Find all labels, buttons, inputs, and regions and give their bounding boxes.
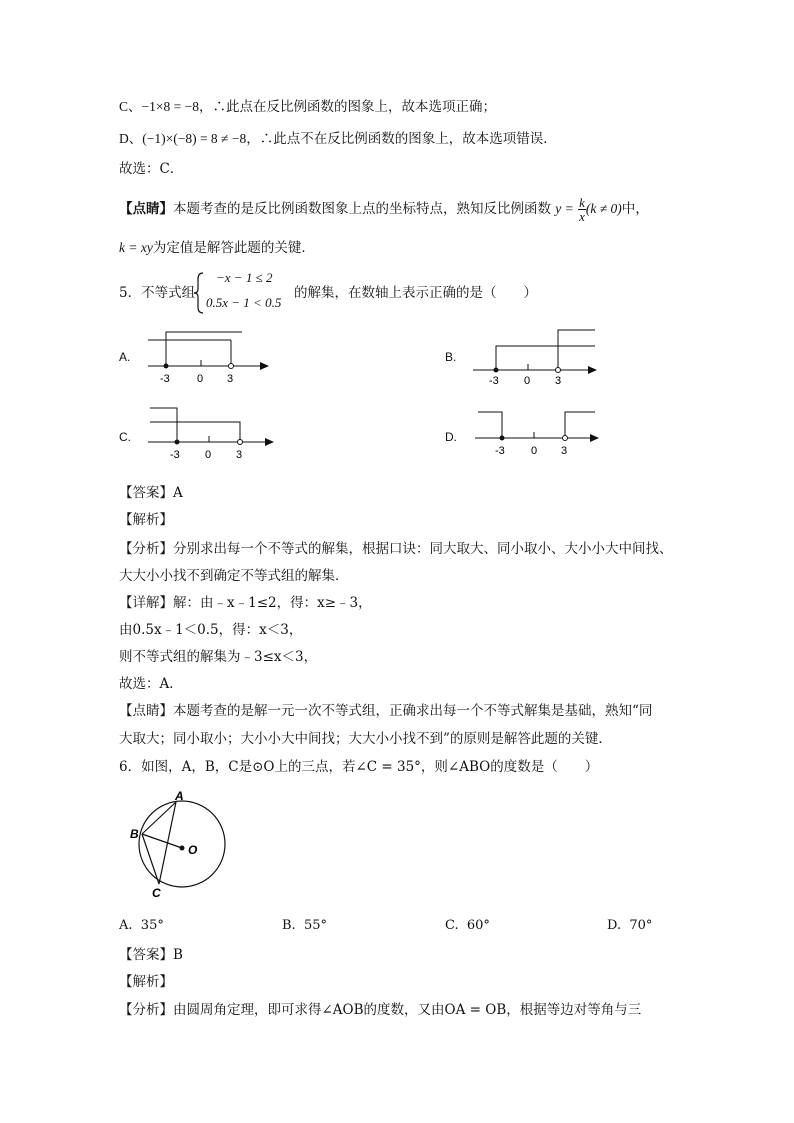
point-b-label: B [130, 827, 139, 841]
q6-choice-c-letter: C. [445, 918, 459, 933]
question-5 [119, 283, 195, 303]
fenxi-line-2: 大大小小找不到确定不等式组的解集． [119, 568, 349, 584]
c-expression: C、−1×8 = −8 [119, 99, 199, 114]
choose-a: 故选：A． [119, 676, 183, 692]
question-6: 6．如图，A，B，C是⊙O上的三点，若∠C = 35°，则∠ABO的度数是（ ） [119, 759, 599, 775]
tip1b-text: 为定值是解答此题的关键． [152, 240, 315, 256]
tip1-line [119, 196, 649, 223]
answer2-label: 【答案】 [119, 947, 173, 963]
analysis2-label: 【解析】 [119, 974, 173, 990]
detail-line-1 [119, 593, 372, 613]
fenxi2-text: 由圆周角定理，即可求得∠AOB的度数，又由OA = OB，根据等边对等角与三 [173, 1002, 642, 1018]
q6-choice-b-letter: B. [282, 918, 296, 933]
tip1-condition: (k ≠ 0) [585, 201, 622, 216]
tip1-end: 中， [621, 201, 649, 217]
q6-choice-a-letter: A. [119, 918, 133, 933]
q5-inequality-2: 0.5x − 1 < 0.5 [206, 295, 282, 310]
q5-tail: 的解集，在数轴上表示正确的是（ ） [294, 285, 537, 301]
tip2-label: 【点睛】 [119, 703, 173, 719]
q5-inequality-1: −x − 1 ≤ 2 [216, 270, 273, 285]
q5-c-tick-3: 3 [236, 449, 243, 461]
point-o-label: O [188, 843, 198, 857]
detail-text-1: 解：由﹣x﹣1≤2，得：x≥﹣3， [173, 595, 372, 611]
q5-number: 5．不等式组 [119, 285, 196, 301]
q5-option-b-numberline [470, 326, 600, 386]
tip2-line-2: 大取大；同小取小；大小小大中间找；大大小小找不到”的原则是解答此题的关键． [119, 731, 612, 747]
tip1-frac-den: x [579, 209, 585, 224]
fenxi2-line [119, 1000, 641, 1020]
q5-option-a-numberline [145, 326, 270, 386]
q5-option-d-numberline [470, 404, 600, 462]
point-a-label: A [175, 789, 184, 803]
q6-choice-d-letter: D. [607, 918, 622, 933]
answer-6 [119, 945, 183, 965]
q5-a-tick-0: 0 [197, 373, 204, 385]
q5-option-c-numberline [145, 402, 275, 462]
tip1-label: 【点睛】 [119, 201, 173, 217]
q5-d-tick-0: 0 [531, 445, 538, 457]
detail-line-3: 则不等式组的解集为﹣3≤x＜3， [119, 649, 318, 665]
tip2-line-1 [119, 701, 652, 721]
q6-choice-c [445, 918, 490, 933]
option-c-explanation [119, 97, 496, 117]
q5-brace [193, 271, 205, 315]
q5-a-tick-3: 3 [227, 373, 234, 385]
point-c-label: C [152, 886, 161, 900]
fenxi-text-1: 分别求出每一个不等式的解集，根据口诀：同大取大、同小取小、大小小大中间找、 [173, 541, 673, 557]
q5-option-d-letter: D. [445, 430, 457, 444]
choose-c: 故选：C． [119, 161, 184, 177]
tip1b-line [119, 238, 315, 258]
q5-option-a-letter: A. [119, 350, 131, 364]
q6-choice-b [282, 918, 327, 933]
q5-b-tick-neg3: -3 [489, 375, 499, 386]
c-text: ，∴此点在反比例函数的图象上，故本选项正确； [198, 99, 496, 115]
fenxi-label: 【分析】 [119, 541, 173, 557]
detail-label: 【详解】 [119, 595, 173, 611]
answer-value: A [173, 485, 183, 501]
q6-choice-d [607, 918, 652, 933]
d-text: ，∴此点不在反比例函数的图象上，故本选项错误． [246, 131, 557, 147]
q5-d-tick-3: 3 [561, 445, 568, 457]
q5-option-b-letter: B. [445, 350, 457, 364]
q6-choice-a-value: 35° [140, 918, 164, 933]
tip1-y: y = [555, 201, 574, 216]
q6-choice-a [119, 918, 164, 933]
q6-choice-c-value: 60° [466, 918, 490, 933]
fenxi-line-1 [119, 539, 673, 559]
q5-c-tick-neg3: -3 [170, 449, 180, 461]
answer-label: 【答案】 [119, 485, 173, 501]
q5-a-tick-neg3: -3 [160, 373, 170, 385]
q5-c-tick-0: 0 [205, 449, 212, 461]
answer2-value: B [173, 947, 183, 963]
d-expression: D、(−1)×(−8) = 8 ≠ −8 [119, 131, 247, 146]
q6-choice-d-value: 70° [629, 918, 653, 933]
q5-b-tick-3: 3 [555, 375, 562, 386]
tip2-text-1: 本题考查的是解一元一次不等式组，正确求出每一个不等式解集是基础，熟知“同 [173, 703, 653, 719]
analysis-label: 【解析】 [119, 512, 173, 528]
q6-circle-diagram [125, 788, 235, 900]
q6-choice-b-value: 55° [303, 918, 327, 933]
tip1-text: 本题考查的是反比例函数图象上点的坐标特点，熟知反比例函数 [173, 201, 551, 217]
q5-option-c-letter: C. [119, 430, 131, 444]
tip1-frac-num: k [579, 195, 585, 210]
option-d-explanation [119, 129, 557, 149]
detail-line-2: 由0.5x﹣1＜0.5，得：x＜3， [119, 622, 303, 638]
q5-d-tick-neg3: -3 [495, 445, 505, 457]
answer-5 [119, 483, 183, 503]
fenxi2-label: 【分析】 [119, 1002, 173, 1018]
q5-b-tick-0: 0 [524, 375, 531, 386]
tip1-fraction [578, 196, 586, 223]
tip1b-expr: k = xy [119, 240, 153, 255]
